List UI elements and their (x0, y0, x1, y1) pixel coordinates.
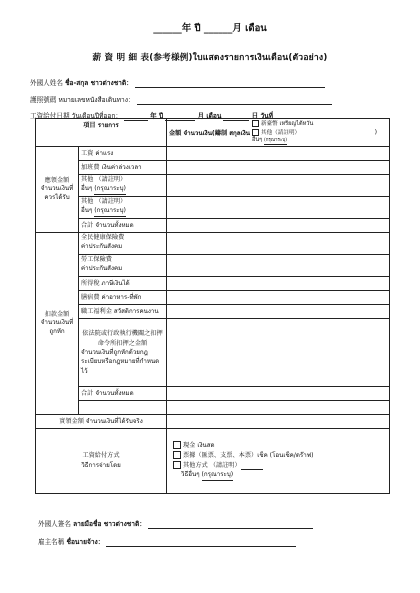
deduction-blank-amount[interactable] (167, 401, 390, 415)
other-income-label-1 (79, 175, 167, 197)
currency-fill-hint: (กรุณาระบุ) (264, 138, 287, 145)
welfare-fund-label: 職工福利金 สวัสดิการคนงาน (79, 305, 167, 319)
payable-group-text: 應領金額 จำนวนเงินที่ควรได้รับ (40, 177, 74, 201)
other-income-zh-2: 其他 （請註明） (81, 198, 127, 206)
currency-other-label: 其他（請註明） (260, 129, 301, 136)
salary-table (35, 118, 390, 494)
other-income-zh-1: 其他 （請註明） (81, 176, 127, 184)
court-seizure-zh: 依法院或行政執行機關之扣押命令所扣押之金額 (82, 330, 163, 347)
employer-row (38, 536, 296, 547)
cash-label: 現金 เงินสด (183, 442, 215, 450)
deduction-total-amount[interactable] (167, 387, 390, 401)
name-label-zh: 外國人姓名 (30, 79, 63, 87)
period-heading: ______年 ปี ______月 เดือน (153, 23, 267, 34)
deduction-total-label: 合計 จำนวนทั้งหมด (79, 387, 167, 401)
document-title: 薪 資 明 細 表(参考様例)ใบแสดงรายการเงินเดือน(ตัวอย่าง) (92, 53, 328, 63)
other-method-zh: 其他方式 （請註明） (183, 461, 241, 469)
month-label: 月 เดือน (197, 112, 222, 120)
payable-group-label (36, 147, 79, 233)
health-insurance-amount[interactable] (167, 233, 390, 255)
year-label: 年 ปี (150, 112, 164, 120)
income-tax-label: 所得稅 ภาษีเงินได้ (79, 277, 167, 291)
welfare-fund-amount[interactable] (167, 305, 390, 319)
other-income-label-2 (79, 197, 167, 219)
cash-checkbox[interactable] (173, 441, 181, 449)
signature-field[interactable] (148, 528, 313, 529)
cheque-checkbox[interactable] (173, 451, 181, 459)
other-income-th-1: อื่นๆ (81, 185, 93, 193)
other-method-checkbox[interactable] (173, 461, 181, 469)
name-label-th: ชื่อ-สกุล ชาวต่างชาติ： (65, 79, 133, 87)
overtime-amount[interactable] (167, 161, 390, 175)
passport-field-row (30, 94, 332, 105)
day-label: 日 วันที่ (251, 112, 274, 120)
employer-label-zh: 雇主名稱 (38, 538, 65, 546)
other-method-fill: (กรุณาระบุ) (202, 470, 234, 481)
other-income-amount-1[interactable] (167, 175, 390, 197)
pay-date-label: 工資給付日期 วันเดือนปีที่ออก： (30, 112, 122, 120)
employer-field[interactable] (106, 546, 296, 547)
name-field[interactable] (135, 87, 325, 88)
other-income-fill-2: (กรุณาระบุ) (94, 207, 126, 217)
income-tax-amount[interactable] (167, 277, 390, 291)
other-method-th: วิธีอื่นๆ (181, 471, 200, 479)
court-seizure-th: จำนวนเงินที่ถูกหักด้วยกฎระเบียบหรือกฎหมายที่กำหนดไว้ (81, 349, 160, 375)
overtime-label: 加班費 เงินค่าล่วงเวลา (79, 161, 167, 175)
payment-method-options (167, 429, 390, 494)
employer-label-th: ชื่อนายจ้าง： (66, 538, 105, 546)
meal-lodging-label: 膳宿費 ค่าอาหาร-ที่พัก (79, 291, 167, 305)
item-column-header: 項目 รายการ (36, 119, 167, 147)
other-income-fill-1: (กรุณาระบุ) (94, 185, 126, 195)
amount-label: 金額 จำนวนเงิน(鑄制 สกุลเงิน (169, 129, 250, 137)
close-paren: ) (374, 129, 377, 137)
passport-label-th: หมายเลขหนังสือเดินทาง： (58, 96, 135, 104)
court-seizure-amount[interactable] (167, 319, 390, 387)
labor-insurance-label (79, 255, 167, 277)
currency-twd-label: 新臺幣 เหรียญไต้หวัน (260, 121, 314, 127)
labor-insurance-amount[interactable] (167, 255, 390, 277)
amount-column-header (167, 119, 390, 147)
currency-twd-checkbox[interactable] (252, 120, 259, 127)
payable-total-label: 合計 จำนวนทั้งหมด (79, 219, 167, 233)
passport-field[interactable] (137, 104, 332, 105)
health-insurance-zh: 全民健康保險費 (81, 234, 125, 242)
cheque-label: 票據（匯票、支票、本票）เช็ค (โอนเช็ค/ดร๊าฟ) (183, 451, 314, 459)
labor-insurance-th: ค่าประกันสังคม (81, 265, 123, 273)
health-insurance-label (79, 233, 167, 255)
signature-row (38, 518, 313, 529)
currency-other-th: อื่นๆ (251, 137, 263, 144)
signature-label-th: ลายมือชื่อ ชาวต่างชาติ： (73, 520, 146, 528)
labor-insurance-zh: 勞工保險費 (81, 256, 112, 264)
signature-label-zh: 外國人簽名 (38, 520, 71, 528)
net-pay-amount[interactable] (167, 415, 390, 429)
other-income-th-2: อื่นๆ (81, 207, 93, 215)
net-pay-label: 實領金額 จำนวนเงินที่ได้รับจริง (36, 415, 167, 429)
meal-lodging-amount[interactable] (167, 291, 390, 305)
deduction-blank-label (79, 401, 167, 415)
wage-amount[interactable] (167, 147, 390, 161)
deduction-group-label (36, 233, 79, 415)
payment-method-zh: 工資給付方式 (82, 452, 120, 460)
deduction-group-text: 扣款金額 จำนวนเงินที่ถูกหัก (40, 311, 74, 335)
currency-other-checkbox[interactable] (252, 129, 259, 136)
other-method-field[interactable] (241, 469, 263, 470)
other-income-amount-2[interactable] (167, 197, 390, 219)
wage-label: 工資 ค่าแรง (79, 147, 167, 161)
name-field-row (30, 77, 325, 88)
payable-total-amount[interactable] (167, 219, 390, 233)
health-insurance-th: ค่าประกันสังคม (81, 243, 123, 251)
passport-label-zh: 護照號碼 (30, 96, 57, 104)
payment-method-th: วิธีการจ่ายโดย (81, 462, 121, 470)
payment-method-label (36, 429, 167, 494)
court-seizure-label (79, 319, 167, 387)
